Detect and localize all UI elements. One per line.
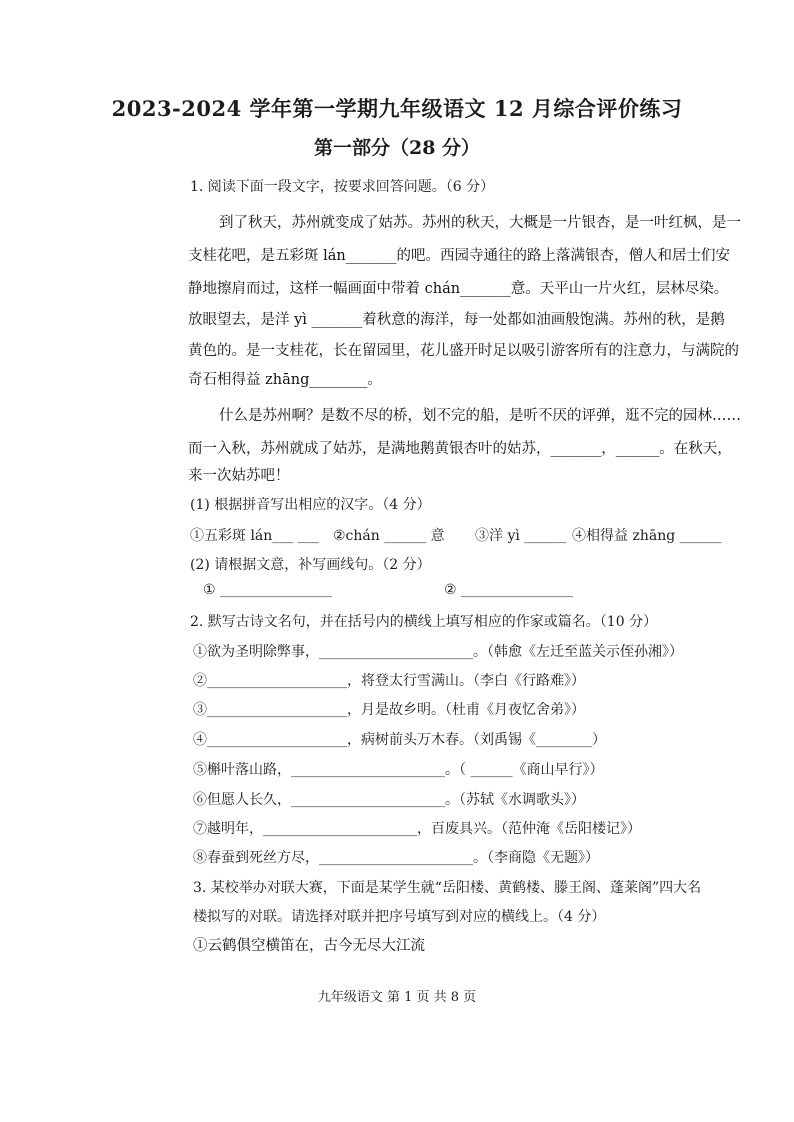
answer-blank-5[interactable]: ① ________________ [203,582,333,598]
answer-blank-6[interactable]: ② ________________ [444,582,574,598]
answer-blank-3[interactable]: ③洋 yì ______ [475,528,567,544]
page-title: 2023-2024 学年第一学期九年级语文 12 月综合评价练习 [111,96,683,121]
answer-blank-4[interactable]: ④相得益 zhāng ______ [572,528,722,544]
recitation-line[interactable]: ⑤槲叶落山路，______________________。（ ______《商山早行》） [193,762,604,778]
passage-line: 什么是苏州啊？是数不尽的桥，划不完的船，是听不厌的评弹，逛不完的园林…… [219,408,741,424]
passage-line: 而一入秋，苏州就成了姑苏，是满地鹅黄银杏叶的姑苏，_______，______。在秋天， [188,441,732,457]
sub-question-1: (1) 根据拼音写出相应的汉字。（4 分） [190,497,431,513]
recitation-line[interactable]: ③____________________，月是故乡明。（杜甫《月夜忆舍弟》） [193,702,585,718]
passage-line: 来一次姑苏吧！ [188,468,290,484]
passage-line: 放眼望去，是洋 yì _______着秋意的海洋，每一处都如油画般饱满。苏州的秋，是鹅 [188,312,725,328]
recitation-line[interactable]: ⑧春蚕到死丝方尽，______________________。（李商隐《无题》） [193,850,599,866]
passage-line: 黄色的。是一支桂花，长在留园里，花儿盛开时足以吸引游客所有的注意力，与满院的 [188,343,739,359]
question-3-stem-cont: 楼拟写的对联。请选择对联并把序号填写到对应的横线上。（4 分） [193,909,606,925]
section-title: 第一部分（28 分） [313,137,481,159]
sub-question-2: (2) 请根据文意，补写画线句。（2 分） [190,557,431,573]
question-1-stem: 1. 阅读下面一段文字，按要求回答问题。（6 分） [190,179,495,195]
recitation-line[interactable]: ④____________________，病树前头万木春。（刘禹锡《________） [193,732,606,748]
couplet-item: ①云鹤俱空横笛在，古今无尽大江流 [193,938,425,954]
page-footer: 九年级语文 第 1 页 共 8 页 [317,990,477,1005]
recitation-line[interactable]: ⑦越明年，______________________，百废具兴。（范仲淹《岳阳楼记》） [193,821,641,837]
passage-line: 支桂花吧，是五彩斑 lán_______的吧。西园寺通往的路上落满银杏，僧人和居士们安 [188,248,730,264]
passage-line: 到了秋天，苏州就变成了姑苏。苏州的秋天，大概是一片银杏，是一叶红枫，是一 [219,215,741,231]
passage-line: 静地擦肩而过，这样一幅画面中带着 chán_______意。天平山一片火红，层林尽染。 [188,281,729,297]
recitation-line[interactable]: ②____________________，将登太行雪满山。（李白《行路难》） [193,673,585,689]
passage-line: 奇石相得益 zhāng________。 [188,372,382,388]
recitation-line[interactable]: ①欲为圣明除弊事，______________________。（韩愈《左迁至蓝关示侄孙湘》） [193,644,683,660]
answer-blank-2[interactable]: ②chán ______ 意 [333,528,445,544]
recitation-line[interactable]: ⑥但愿人长久，______________________。（苏轼《水调歌头》） [193,792,585,808]
answer-blank-1[interactable]: ①五彩斑 lán___ ___ [190,528,319,544]
question-3-stem: 3. 某校举办对联大赛，下面是某学生就“岳阳楼、黄鹤楼、滕王阁、蓬莱阁”四大名 [193,880,702,896]
question-2-stem: 2. 默写古诗文名句，并在括号内的横线上填写相应的作家或篇名。（10 分） [190,614,658,630]
